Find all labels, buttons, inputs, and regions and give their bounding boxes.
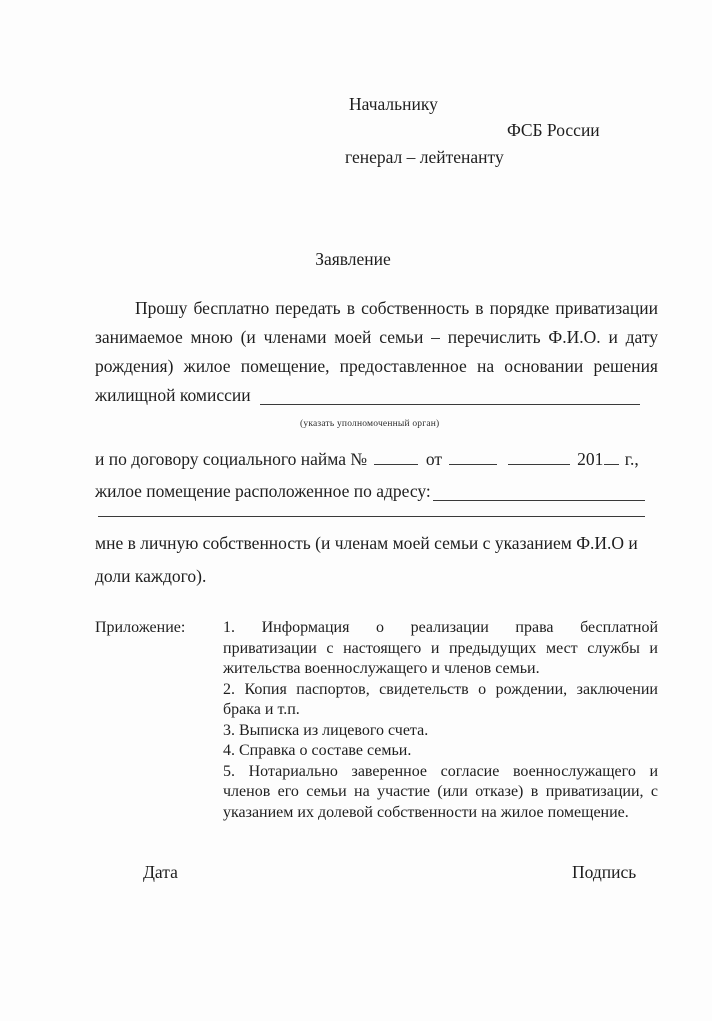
attachments-label: Приложение: [95,619,186,636]
blank-field-day [449,453,497,465]
attachment-item-line: 5. Нотариально заверенное согласие военнослужащего и [223,762,658,780]
paragraph-line: Прошу бесплатно передать в собственность в порядке приватизации [135,298,658,318]
blank-field-month [508,453,570,465]
attachment-item-line: 4. Справка о составе семьи. [223,742,412,759]
ownership-line: мне в личную собственность (и членам моей семьи с указанием Ф.И.О и [95,533,638,553]
contract-text: и по договору социального найма № [95,449,368,469]
attachments-section [95,618,658,823]
blank-field-commission [260,381,640,405]
paragraph-line: занимаемое мною (и членами моей семьи – перечислить Ф.И.О. и дату [95,327,658,347]
attachment-item-line: жительства военнослужащего и членов семьи. [223,660,540,677]
document-title: Заявление [315,249,391,269]
blank-field-address-continuation [98,501,645,517]
attachment-item-line: 1. Информация о реализации права бесплатной [223,619,658,636]
addressee-line-3: генерал – лейтенанту [345,147,504,167]
date-label: Дата [143,862,178,882]
attachment-item-line: 2. Копия паспортов, свидетельств о рождении, заключении [223,680,658,698]
contract-text: г., [624,449,639,469]
request-paragraph [95,294,658,410]
housing-commission-line [95,381,658,410]
addressee-line-2: ФСБ России [507,120,600,140]
attachments-list [223,618,658,823]
attachment-item-line: указанием их долевой собственности на жилое помещение. [223,803,629,821]
blank-field-year [604,453,619,465]
paragraph-line: рождения) жилое помещение, предоставленное на основании решения [95,356,658,376]
authorized-body-caption: (указать уполномоченный орган) [300,419,440,429]
social-tenancy-contract-line [95,445,639,474]
addressee-line-1: Начальнику [349,94,438,114]
contract-text: 201 [577,449,604,469]
housing-commission-label: жилищной комиссии [95,385,251,405]
blank-field-address [433,477,645,501]
contract-text: от [425,449,442,469]
address-label: жилое помещение расположенное по адресу: [95,481,431,501]
ownership-line: доли каждого). [95,566,207,586]
signature-label: Подпись [572,862,637,882]
attachment-item-line: брака и т.п. [223,701,300,718]
attachment-item-line: 3. Выписка из лицевого счета. [223,721,429,739]
attachment-item-line: приватизации с настоящего и предыдущих мест службы и [223,639,658,657]
attachment-item-line: членов его семьи на участие (или отказе) в приватизации, с [223,783,658,800]
blank-field-contract-number [374,453,418,465]
